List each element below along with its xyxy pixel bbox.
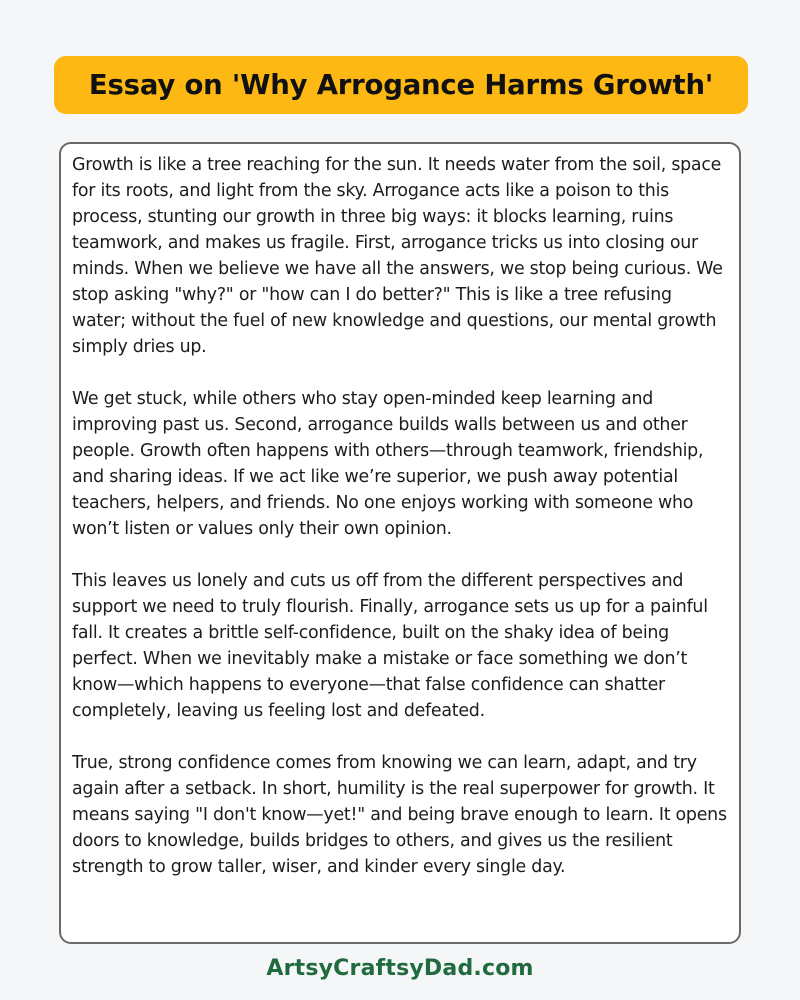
- essay-paragraph-2: We get stuck, while others who stay open-minded keep learning and improving past us. Second, arrogance builds walls between us and other people. Growth often happens with others—through teamwork, friendship, and sharing ideas. If we act like we’re superior, we push away potential teachers, helpers, and friends. No one enjoys working with someone who won’t listen or values only their own opinion.: [72, 389, 704, 539]
- essay-paragraph-4: True, strong confidence comes from knowing we can learn, adapt, and try again after a setback. In short, humility is the real superpower for growth. It means saying "I don't know—yet!" and being brave enough to learn. It opens doors to knowledge, builds bridges to others, and gives us the resilient strength to grow taller, wiser, and kinder every single day.: [72, 753, 727, 877]
- title-banner: [54, 56, 748, 114]
- essay-paragraph-3: This leaves us lonely and cuts us off from the different perspectives and support we need to truly flourish. Finally, arrogance sets us up for a painful fall. It creates a brittle self-confidence, built on the shaky idea of being perfect. When we inevitably make a mistake or face something we don’t know—which happens to everyone—that false confidence can shatter completely, leaving us feeling lost and defeated.: [72, 571, 708, 721]
- page-title: Essay on 'Why Arrogance Harms Growth': [88, 69, 714, 101]
- essay-paragraph-1: Growth is like a tree reaching for the sun. It needs water from the soil, space for its roots, and light from the sky. Arrogance acts like a poison to this process, stunting our growth in three big ways: it blocks learning, ruins teamwork, and makes us fragile. First, arrogance tricks us into closing our minds. When we believe we have all the answers, we stop being curious. We stop asking "why?" or "how can I do better?" This is like a tree refusing water; without the fuel of new knowledge and questions, our mental growth simply dries up.: [72, 155, 723, 357]
- footer-brand: ArtsyCraftsyDad.com: [266, 956, 534, 981]
- essay-body: [59, 142, 741, 944]
